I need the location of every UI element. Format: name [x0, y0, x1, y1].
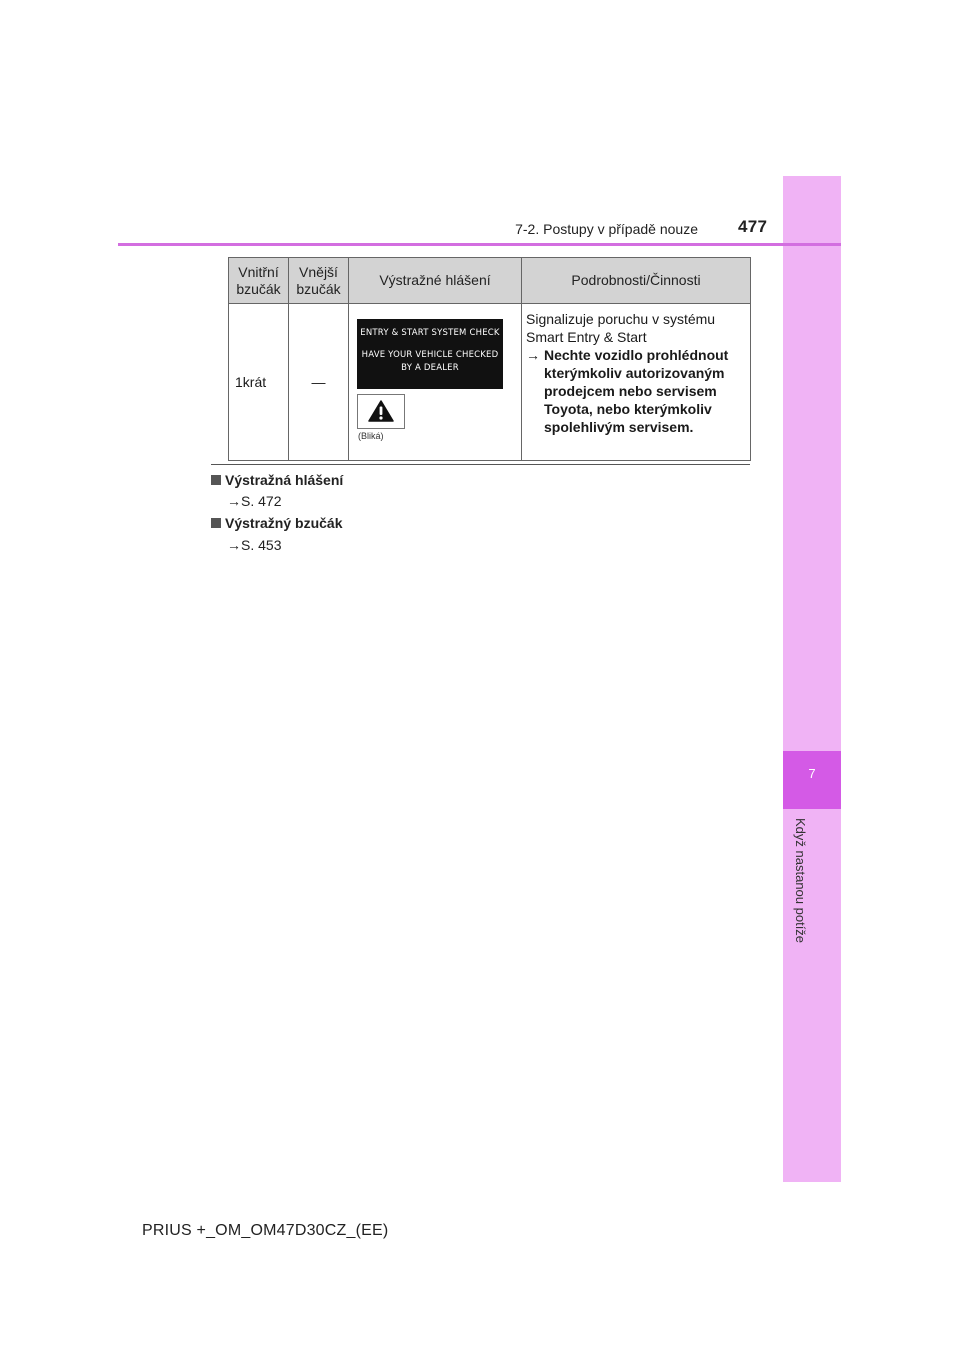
page-number: 477 — [738, 217, 768, 236]
header-warning-message: Výstražné hlášení — [349, 258, 522, 304]
arrow-icon: → — [227, 493, 241, 509]
header-rule — [118, 243, 841, 246]
table-header-row — [229, 258, 751, 304]
header-inner-buzzer: Vnitřní bzučák — [229, 258, 289, 304]
document-code: PRIUS +_OM_OM47D30CZ_(EE) — [142, 1222, 389, 1239]
arrow-icon: → — [227, 537, 241, 553]
warning-message-cell — [349, 304, 522, 461]
master-warning-indicator — [357, 394, 405, 429]
warning-table — [228, 257, 751, 461]
square-bullet-icon — [211, 518, 221, 528]
square-bullet-icon — [211, 475, 221, 485]
outer-buzzer-cell: — — [289, 304, 349, 461]
chapter-label: Když nastanou potíže — [793, 818, 808, 944]
note-ref-link[interactable]: →S. 472 — [227, 493, 282, 509]
notes-rule — [211, 464, 750, 465]
detail-description: Signalizuje poruchu v systému Smart Entry & Start — [526, 311, 716, 345]
display-line-3: BY A DEALER — [401, 363, 459, 373]
note-warning-messages: Výstražná hlášení — [211, 472, 343, 488]
indicator-note: (Bliká) — [358, 431, 384, 441]
note-ref-link[interactable]: →S. 453 — [227, 537, 282, 553]
inner-buzzer-cell: 1krát — [229, 304, 289, 461]
section-title: 7-2. Postupy v případě nouze — [515, 221, 698, 237]
arrow-icon: → — [526, 347, 540, 363]
detail-action: Nechte vozidlo prohlédnout kterýmkoliv autorizovaným prodejcem nebo servisem Toyota, nebo kterýmkoliv spolehlivým servisem. — [544, 347, 729, 435]
display-line-1: ENTRY & START SYSTEM CHECK — [360, 328, 500, 338]
detail-action-line — [526, 346, 746, 436]
table-row — [229, 304, 751, 461]
header-details: Podrobnosti/Činnosti — [522, 258, 751, 304]
chapter-number: 7 — [808, 766, 816, 781]
header-outer-buzzer: Vnější bzučák — [289, 258, 349, 304]
details-cell — [522, 304, 751, 461]
display-line-2: HAVE YOUR VEHICLE CHECKED — [361, 350, 499, 360]
chapter-side-tab — [783, 176, 841, 1182]
warning-triangle-icon — [368, 400, 394, 422]
multi-information-display — [357, 319, 503, 389]
note-warning-buzzer: Výstražný bzučák — [211, 515, 343, 531]
